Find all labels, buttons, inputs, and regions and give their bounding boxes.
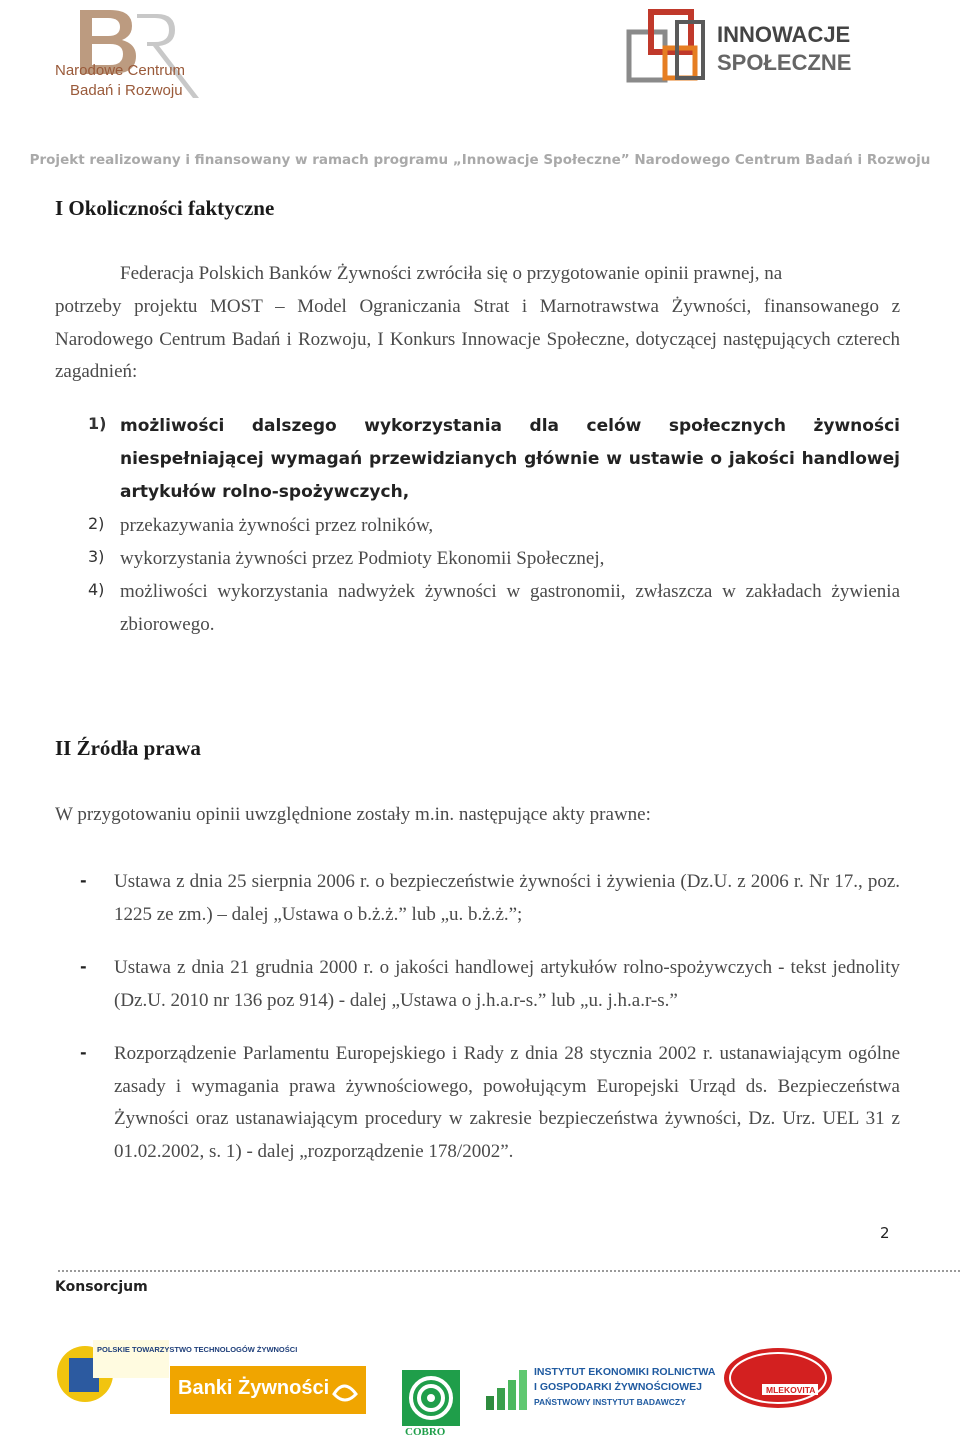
mlekovita-text: MLEKOVITA (766, 1385, 816, 1395)
innowacje-logo-mark (625, 4, 855, 86)
list-item-number: 3) (88, 547, 105, 566)
list-item (88, 410, 900, 510)
ierigz-line1: INSTYTUT EKONOMIKI ROLNICTWA (534, 1366, 716, 1378)
pttz-text: POLSKIE TOWARZYSTWO TECHNOLOGÓW ŻYWNOŚCI (97, 1345, 298, 1354)
program-statement: Projekt realizowany i finansowany w ramach programu „Innowacje Społeczne” Narodowego Centrum Badań i Rozwoju (29, 152, 931, 168)
mlekovita-logo (722, 1346, 834, 1410)
banki-zywnosci-logo (170, 1366, 366, 1414)
cobro-text: COBRO (405, 1426, 446, 1438)
section1-intro-first-line: Federacja Polskich Banków Żywności zwróciła się o przygotowanie opinii prawnej, na (120, 263, 783, 284)
list-bullet: - (80, 871, 87, 890)
list-item (80, 866, 900, 952)
ierigz-logo (484, 1364, 716, 1414)
innowacje-spoleczne-logo (625, 4, 855, 86)
mlekovita-logo-mark (722, 1346, 834, 1410)
section2-heading: II Źródła prawa (55, 736, 201, 760)
list-item (88, 510, 900, 543)
legal-acts-list (80, 866, 900, 1178)
list-item-text: Ustawa z dnia 25 sierpnia 2006 r. o bezpieczeństwie żywności i żywienia (Dz.U. z 2006 r. Nr 17., poz. 1225 ze zm.) – dalej „Ustawa o b.ż.ż.” lub „u. b.ż.ż.”; (114, 871, 900, 925)
list-item-text: Rozporządzenie Parlamentu Europejskiego i Rady z dnia 28 stycznia 2002 r. ustanawiającym ogólne zasady i wymagania prawa żywnościowego, powołującym Europejski Urząd ds. Bezpieczeństwa Żywności oraz ustanawiającym procedury w zakresie bezpieczeństwa żywności, Dz. Urz. UEL 31 z 01.02.2002, s. 1) - dalej „rozporządzenie 178/2002”. (114, 1043, 900, 1162)
list-item (88, 576, 900, 642)
innowacje-word: INNOWACJE (717, 22, 851, 47)
list-item-number: 2) (88, 514, 105, 533)
consortium-label: Konsorcjum (55, 1279, 148, 1295)
list-bullet: - (80, 1043, 87, 1062)
ncbr-name-line1: Narodowe Centrum (55, 62, 186, 79)
issues-list (88, 410, 900, 642)
ncbr-name-line2: Badań i Rozwoju (70, 82, 183, 99)
page-number: 2 (880, 1224, 890, 1242)
list-item-number: 1) (88, 414, 107, 433)
list-item (80, 1038, 900, 1178)
ierigz-chart-icon (484, 1366, 530, 1412)
list-item-text: możliwości wykorzystania nadwyżek żywności w gastronomii, zwłaszcza w zakładach żywienia zbiorowego. (120, 581, 900, 635)
list-item-number: 4) (88, 580, 105, 599)
spoleczne-word: SPOŁECZNE (717, 50, 852, 75)
list-item-text: wykorzystania żywności przez Podmioty Ekonomii Społecznej, (120, 548, 605, 569)
footer-divider (58, 1270, 960, 1272)
list-item-text: Ustawa z dnia 21 grudnia 2000 r. o jakości handlowej artykułów rolno-spożywczych - tekst jednolity (Dz.U. 2010 nr 136 poz 914) - dalej „Ustawa o j.h.a.r-s.” lub „u. j.h.a.r-s.” (114, 957, 900, 1011)
ierigz-line2: I GOSPODARKI ŻYWNOŚCIOWEJ (534, 1381, 703, 1393)
hands-icon (330, 1374, 360, 1406)
section1-intro-rest: potrzeby projektu MOST – Model Ograniczania Strat i Marnotrawstwa Żywności, finansowanego z Narodowego Centrum Badań i Rozwoju, I Konkurs Innowacje Społeczne, dotyczącej następujących czterech zagadnień: (55, 296, 900, 382)
list-item (80, 952, 900, 1038)
list-item (88, 543, 900, 576)
cobro-logo-mark (402, 1370, 460, 1426)
section2-intro: W przygotowaniu opinii uwzględnione zostały m.in. następujące akty prawne: (55, 804, 651, 825)
cobro-logo (402, 1370, 460, 1440)
section1-heading: I Okoliczności faktyczne (55, 196, 275, 220)
banki-zywnosci-text: Banki Żywności (178, 1377, 330, 1399)
list-item-text: przekazywania żywności przez rolników, (120, 515, 434, 536)
list-bullet: - (80, 957, 87, 976)
list-item-text: możliwości dalszego wykorzystania dla celów społecznych żywności niespełniającej wymagań przewidzianych głównie w ustawie o jakości handlowej artykułów rolno-spożywczych, (120, 416, 900, 502)
ierigz-line3: PAŃSTWOWY INSTYTUT BADAWCZY (534, 1397, 686, 1407)
